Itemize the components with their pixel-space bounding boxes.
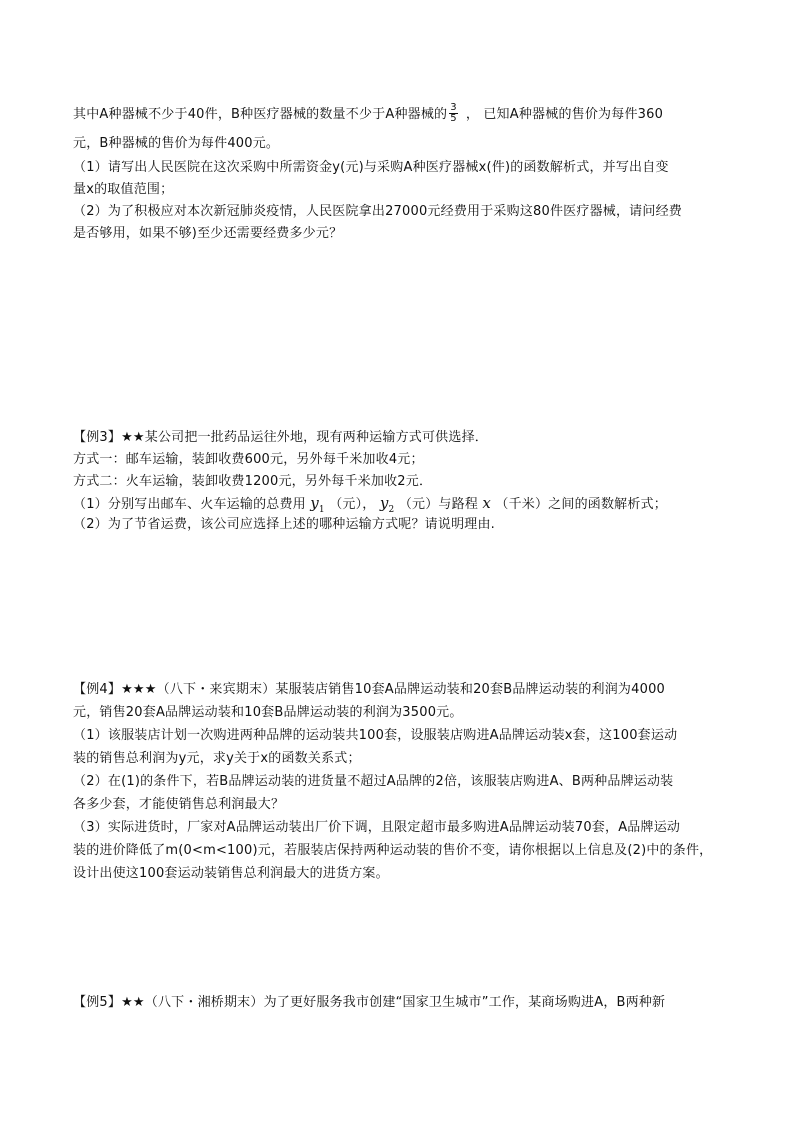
example3-q1-text-c: （元）与路程 [398, 497, 479, 512]
intro-q1-line-2: 量x的取值范围； [73, 182, 174, 197]
math-y2: $y_2$ [379, 494, 395, 515]
intro-q2-line-2: 是否够用，如果不够)至少还需要经费多少元？ [73, 226, 343, 241]
example3-q1 [73, 495, 667, 518]
example4-q3-line-2: 装的进价降低了m(0<m<100)元，若服装店保持两种运动装的售价不变，请你根据以上信息及(2)中的条件， [73, 843, 713, 858]
example4-q1-line-1: （1）该服装店计划一次购进两种品牌的运动装共100套，设服装店购进A品牌运动装x套，这100套运动 [73, 728, 678, 743]
fraction-numerator: 3 [450, 102, 457, 113]
example3-title: 【例3】★★某公司把一批药品运往外地，现有两种运输方式可供选择． [73, 430, 488, 445]
example4-line-2: 元，销售20套A品牌运动装和10套B品牌运动装的利润为3500元。 [73, 705, 463, 720]
example3-q1-text-b: （元）， [329, 497, 376, 512]
example4-q2-line-2: 各多少套，才能使销售总利润最大？ [73, 797, 285, 812]
example4-q3-line-1: （3）实际进货时，厂家对A品牌运动装出厂价下调，且限定超市最多购进A品牌运动装70套，A品牌运动 [73, 820, 681, 835]
intro-line-2: 元，B种器械的售价为每件400元。 [73, 136, 280, 151]
intro-q2-line-1: （2）为了积极应对本次新冠肺炎疫情，人民医院拿出27000元经费用于采购这80件医疗器械，请问经费 [73, 204, 682, 219]
fraction-three-fifths [449, 103, 458, 124]
intro-q1-line-1: （1）请写出人民医院在这次采购中所需资金y(元)与采购A种医疗器械x(件)的函数解析式，并写出自变 [73, 160, 669, 175]
intro-text-b: ， 已知A种器械的售价为每件360 [465, 107, 664, 122]
example4-q3-line-3: 设计出使这100套运动装销售总利润最大的进货方案。 [73, 866, 389, 881]
example3-q1-text-d: （千米）之间的函数解析式； [495, 497, 667, 512]
example3-method1: 方式一：邮车运输，装卸收费600元，另外每千米加收4元； [73, 452, 424, 467]
fraction-denominator: 5 [450, 113, 457, 124]
example4-q1-line-2: 装的销售总利润为y元，求y关于x的函数关系式； [73, 751, 361, 766]
example4-q2-line-1: （2）在(1)的条件下，若B品牌运动装的进货量不超过A品牌的2倍，该服装店购进A、B两种品牌运动装 [73, 774, 674, 789]
example3-q2: （2）为了节省运费，该公司应选择上述的哪种运输方式呢？请说明理由. [73, 517, 496, 532]
intro-line-1 [73, 104, 663, 125]
math-x: x [482, 494, 492, 512]
example3-q1-text-a: （1）分别写出邮车、火车运输的总费用 [73, 497, 306, 512]
intro-text-a: 其中A种器械不少于40件，B种医疗器械的数量不少于A种器械的 [73, 107, 448, 122]
example5-title: 【例5】★★（八下・湘桥期末）为了更好服务我市创建“国家卫生城市”工作，某商场购进A，B两种新 [73, 995, 666, 1010]
math-y1: $y_1$ [310, 494, 325, 515]
example4-title: 【例4】★★★（八下・来宾期末）某服装店销售10套A品牌运动装和20套B品牌运动装的利润为4000 [73, 682, 666, 697]
example3-method2: 方式二：火车运输，装卸收费1200元，另外每千米加收2元． [73, 474, 433, 489]
